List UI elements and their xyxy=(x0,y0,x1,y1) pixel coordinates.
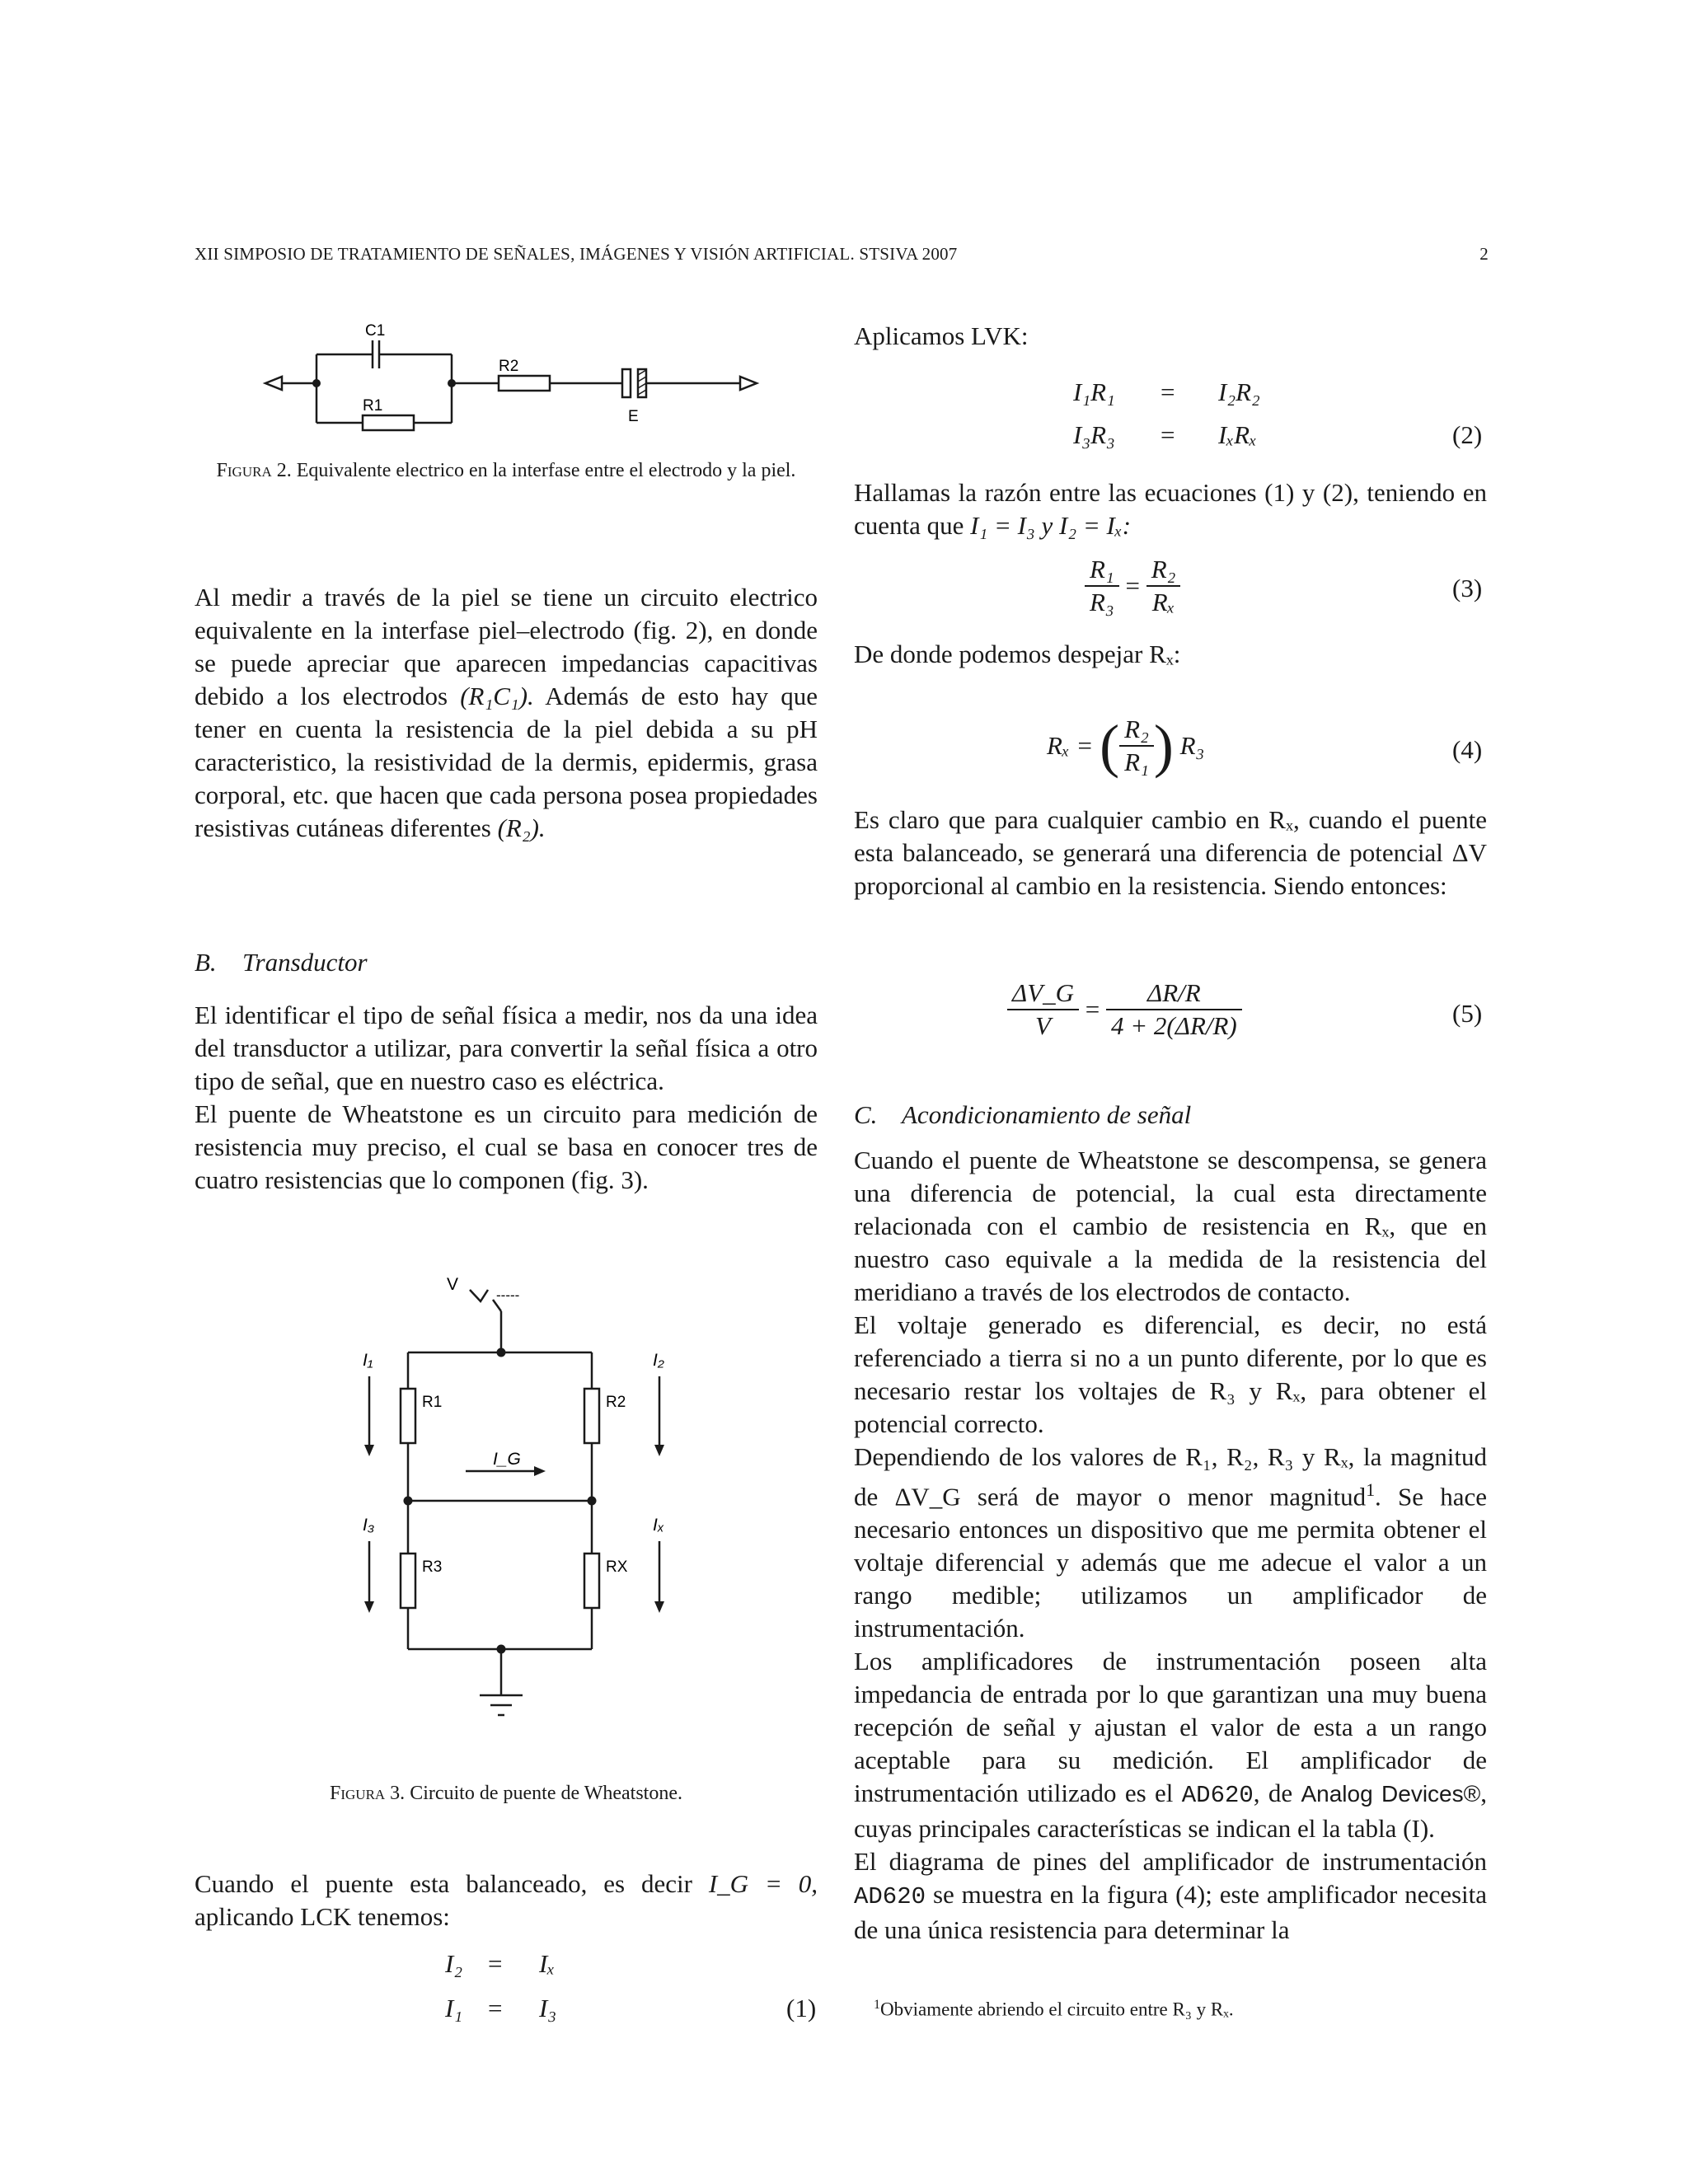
header-title: XII SIMPOSIO DE TRATAMIENTO DE SEÑALES, IMÁGENES Y VISIÓN ARTIFICIAL. STSIVA 2007 xyxy=(195,244,958,264)
label-i2: I₂ xyxy=(653,1351,664,1370)
right-ratio-paragraph xyxy=(854,476,1487,542)
eq2-l2b: = xyxy=(1160,420,1175,449)
eq2-l1b: = xyxy=(1160,377,1175,406)
label-c1: C1 xyxy=(365,322,386,340)
left-paragraph-4 xyxy=(195,1868,818,1933)
figure-2-circuit xyxy=(247,317,775,437)
para2-text: El identificar el tipo de señal física a medir, nos da una idea del transductor a utilizar, para convertir la señal física a otro tipo de señal, que en nuestro caso es eléctrica. xyxy=(195,1001,818,1095)
eq4-frac xyxy=(1119,714,1154,778)
v-arrow-icon xyxy=(470,1290,488,1301)
right-lvk xyxy=(854,320,1487,353)
c5a-text: El diagrama de pines del amplificador de instrumentación xyxy=(854,1847,1487,1877)
section-c-number: C. xyxy=(854,1100,878,1129)
eq5-n1: ΔV_G xyxy=(1007,977,1079,1010)
para1-cont: Además de esto hay que tener en cuenta la resistencia de la piel debida a su pH caracteristico, la resistividad de la dermis, epidermis, grasa corporal, etc. que hacen que cada persona posea propiedades resistivas cutáneas diferentes xyxy=(195,682,818,842)
right-section-c-body xyxy=(854,1144,1487,1947)
label-r1: R1 xyxy=(363,397,383,415)
claro-text: Es claro que para cualquier cambio en Rₓ, cuando el puente esta balanceado, se generará una diferencia de potencial ΔV proporcional al cambio en la resistencia. Siendo entonces: xyxy=(854,805,1487,900)
ratio-math: I₁ = I₃ y I₂ = Iₓ: xyxy=(970,511,1132,540)
label-i3: I₃ xyxy=(363,1516,375,1535)
figure-3-caption xyxy=(195,1782,818,1806)
eq3-n2: R₂ xyxy=(1146,554,1181,587)
label-ix: Iₓ xyxy=(653,1516,664,1535)
label-dash: ----- xyxy=(496,1287,520,1303)
eq5-frac-left xyxy=(1007,977,1079,1042)
resistor-rx xyxy=(584,1554,599,1608)
figure-2-caption xyxy=(195,459,818,483)
eq2-line1 xyxy=(1073,377,1260,407)
resistor-r1 xyxy=(363,415,414,430)
output-terminal-arrow xyxy=(740,377,757,390)
eq1-l1c: Iₓ xyxy=(539,1949,556,1978)
eq4-rhs: R₃ xyxy=(1179,731,1205,760)
caption-prefix: Figura 2. xyxy=(216,460,292,481)
c3a-text: Dependiendo de los valores de R₁, R₂, R₃ y Rₓ, la magnitud de ΔV_G será de mayor o menor magnitud xyxy=(854,1442,1487,1511)
resistor-r2 xyxy=(499,376,550,391)
eq3-frac-right xyxy=(1146,554,1181,618)
c1-text: Cuando el puente de Wheatstone se descompensa, se genera una diferencia de potencial, la cual esta directamente relacionada con el cambio de resistencia en Rₓ, que en nuestro caso equivale a la medida de la resistencia del meridiano a través de los electrodos de contacto. xyxy=(854,1146,1487,1306)
eq2-l2c: IₓRₓ xyxy=(1218,420,1257,449)
eq3-d1: R₃ xyxy=(1090,588,1114,616)
paren-open: ( xyxy=(1100,713,1120,779)
c4b-text: , de xyxy=(1253,1779,1293,1808)
para4a-text: Cuando el puente esta balanceado, es decir xyxy=(195,1869,692,1898)
eq2-l1a: I₁R₁ xyxy=(1073,377,1115,406)
eq4-number: (4) xyxy=(1452,735,1483,764)
section-b-number: B. xyxy=(195,948,217,977)
ratio-text: Hallamas la razón entre las ecuaciones (1) y (2), teniendo en cuenta que xyxy=(854,478,1487,540)
left-paragraph-1 xyxy=(195,581,818,845)
para1-end: (R₂). xyxy=(497,813,546,842)
eq1-l1b: = xyxy=(488,1949,503,1978)
label-r2: R2 xyxy=(606,1394,626,1411)
running-header xyxy=(195,244,1489,265)
eq1-l1a: I₂ xyxy=(445,1949,463,1978)
c5-ad620: AD620 xyxy=(854,1883,926,1911)
footnote xyxy=(874,1998,1234,2021)
label-rx: RX xyxy=(606,1558,628,1576)
eq5-n2: ΔR/R xyxy=(1106,977,1242,1010)
eq2-line2 xyxy=(1073,420,1257,450)
label-r1: R1 xyxy=(422,1394,443,1411)
lvk-text: Aplicamos LVK: xyxy=(854,321,1029,350)
c5b-text: se muestra en la figura (4); este amplificador necesita de una única resistencia para determinar la xyxy=(854,1880,1488,1945)
eq3-eq: = xyxy=(1125,571,1140,600)
eq5 xyxy=(1007,977,1242,1042)
eq1-line2 xyxy=(445,1994,556,2023)
c4a-text: Los amplificadores de instrumentación poseen alta impedancia de entrada por lo que garantizan una muy buena recepción de señal y ajustan el valor de esta a un rango aceptable para su medición. El amplificador de instrumentación utilizado es el xyxy=(854,1647,1487,1808)
paren-close: ) xyxy=(1153,713,1174,779)
para1-math: (R₁C₁). xyxy=(460,682,534,710)
c3b-text: . Se hace necesario entonces un dispositivo que me permita obtener el voltaje diferencial y además que me adecue el valor a un rango medible; utilizamos un amplificador de instrumentación. xyxy=(854,1482,1488,1643)
eq5-eq: = xyxy=(1085,995,1100,1024)
section-b-heading xyxy=(195,946,818,979)
eq3-n1: R₁ xyxy=(1085,554,1119,587)
eq1-number: (1) xyxy=(786,1994,817,2022)
right-claro xyxy=(854,804,1487,902)
eq1-line1 xyxy=(445,1949,555,1979)
caption-text: Equivalente electrico en la interfase entre el electrodo y la piel. xyxy=(296,460,796,481)
resistor-r2 xyxy=(584,1389,599,1443)
eq3-number: (3) xyxy=(1452,574,1483,602)
para4-math: I_G = 0, xyxy=(708,1869,818,1898)
section-c-heading xyxy=(854,1099,1487,1132)
c4c-text: , cuyas principales características se indican el la tabla (I). xyxy=(854,1779,1488,1844)
eq4-n: R₂ xyxy=(1119,714,1154,747)
left-paragraph-2 xyxy=(195,999,818,1197)
label-ig: I_G xyxy=(493,1450,521,1469)
footnote-ref: 1 xyxy=(1366,1480,1376,1500)
resistor-r1 xyxy=(401,1389,415,1443)
eq2-number: (2) xyxy=(1452,420,1483,449)
eq5-frac-right xyxy=(1106,977,1242,1042)
label-v: V xyxy=(447,1275,459,1294)
label-r3: R3 xyxy=(422,1558,443,1576)
eq3-d2: Rₓ xyxy=(1151,588,1175,616)
footnote-mark: 1 xyxy=(874,1998,881,2012)
eq1-l2a: I₁ xyxy=(445,1994,463,2022)
para1-text: Al medir a través de la piel se tiene un circuito electrico equivalente en la interfase piel–electrodo (fig. 2), en donde se puede apreciar que aparecen impedancias capacitivas debido a los electrodos xyxy=(195,583,818,710)
eq3-frac-left xyxy=(1085,554,1119,618)
caption-prefix: Figura 3. xyxy=(330,1783,406,1804)
label-r2: R2 xyxy=(499,358,519,375)
eq5-d1: V xyxy=(1035,1011,1051,1040)
c4-ad620: AD620 xyxy=(1181,1782,1254,1810)
eq4 xyxy=(1047,714,1204,778)
c4-brand: Analog Devices® xyxy=(1301,1781,1481,1807)
para3-text: El puente de Wheatstone es un circuito para medición de resistencia muy preciso, el cual se basa en conocer tres de cuatro resistencias que lo componen (fig. 3). xyxy=(195,1099,818,1194)
page-number: 2 xyxy=(1479,244,1489,264)
electrode-e xyxy=(622,369,631,397)
eq3 xyxy=(1085,554,1180,618)
eq4-lhs: Rₓ = xyxy=(1047,731,1094,760)
label-i1: I₁ xyxy=(363,1351,373,1370)
eq2-l1c: I₂R₂ xyxy=(1218,377,1260,406)
section-c-title: Acondicionamiento de señal xyxy=(902,1100,1192,1129)
figure-3-wheatstone xyxy=(346,1273,692,1735)
footnote-text: Obviamente abriendo el circuito entre R₃ y Rₓ. xyxy=(880,1999,1234,2020)
right-despejar xyxy=(854,638,1487,671)
caption-text: Circuito de puente de Wheatstone. xyxy=(410,1783,682,1804)
input-terminal-arrow xyxy=(265,377,282,390)
eq1-l2b: = xyxy=(488,1994,503,2022)
label-e: E xyxy=(628,408,639,425)
despejar-text: De donde podemos despejar Rₓ: xyxy=(854,640,1181,668)
section-b-title: Transductor xyxy=(242,948,368,977)
para4b-text: aplicando LCK tenemos: xyxy=(195,1902,450,1931)
eq5-number: (5) xyxy=(1452,999,1483,1028)
eq2-l2a: I₃R₃ xyxy=(1073,420,1115,449)
eq4-d: R₁ xyxy=(1124,748,1149,776)
resistor-r3 xyxy=(401,1554,415,1608)
c2-text: El voltaje generado es diferencial, es decir, no está referenciado a tierra si no a un punto diferente, por lo que es necesario restar los voltajes de R₃ y Rₓ, para obtener el potencial correcto. xyxy=(854,1310,1487,1438)
eq5-d2: 4 + 2(ΔR/R) xyxy=(1111,1011,1237,1040)
eq1-l2c: I₃ xyxy=(539,1994,557,2022)
